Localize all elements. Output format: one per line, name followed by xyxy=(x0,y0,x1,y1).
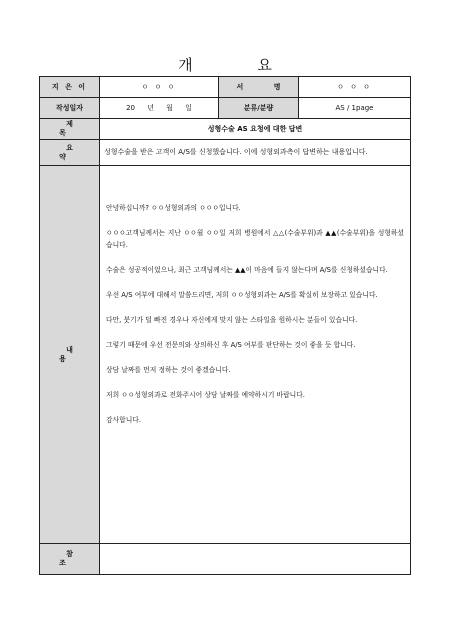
content-paragraph: 안녕하십니까? ㅇㅇ성형외과의 ㅇㅇㅇ입니다. xyxy=(106,204,241,212)
content-row xyxy=(40,166,411,544)
date-row xyxy=(40,98,411,119)
category-label: 분류/분량 xyxy=(219,98,299,119)
date-value: 20 년 월 일 xyxy=(100,98,219,119)
summary-value: 성형수술을 받은 고객이 A/S를 신청했습니다. 이에 성형외과측이 답변하는 내용입니다. xyxy=(100,140,411,166)
reference-row xyxy=(40,544,411,575)
content-paragraph: 수술은 성공적이었으나, 최근 고객님께서는 ▲▲이 마음에 들지 않는다며 A/S를 신청하셨습니다. xyxy=(106,266,388,274)
signature-value: ㅇ ㅇ ㅇ xyxy=(299,77,411,98)
date-label: 작성일자 xyxy=(40,98,100,119)
reference-label: 참 조 xyxy=(40,544,100,575)
subject-label: 제 목 xyxy=(40,119,100,140)
content-paragraph: 저희 ㅇㅇ성형외과로 전화주시어 상담 날짜를 예약하시기 바랍니다. xyxy=(106,391,305,399)
content-paragraph: 다만, 붓기가 덜 빠진 경우나 자신에게 맞지 않는 스타일을 원하시는 분들이 있습니다. xyxy=(106,316,358,324)
content-paragraph: ㅇㅇㅇ고객님께서는 지난 ㅇㅇ월 ㅇㅇ일 저희 병원에서 △△(수술부위)과 ▲▲(수술부위)을 성형하셨습니다. xyxy=(106,229,404,249)
content-paragraph: 우선 A/S 여부에 대해서 말씀드리면, 저희 ㅇㅇ성형외과는 A/S를 확실히 보장하고 있습니다. xyxy=(106,291,378,299)
writer-row xyxy=(40,77,411,98)
content-paragraph: 그렇기 때문에 우선 전문의와 상의하신 후 A/S 여부를 판단하는 것이 좋을 듯 합니다. xyxy=(106,341,356,349)
subject-value: 성형수술 AS 요청에 대한 답변 xyxy=(100,119,411,140)
reference-value xyxy=(100,544,411,575)
category-value: AS / 1page xyxy=(299,98,411,119)
content-body xyxy=(100,166,411,544)
writer-value: ㅇ ㅇ ㅇ xyxy=(100,77,219,98)
content-paragraph: 상담 날짜를 먼저 정하는 것이 좋겠습니다. xyxy=(106,366,231,374)
subject-row xyxy=(40,119,411,140)
summary-label: 요 약 xyxy=(40,140,100,166)
content-label: 내 용 xyxy=(40,166,100,544)
overview-form xyxy=(39,76,411,575)
document-title: 개 요 xyxy=(178,56,302,74)
summary-row xyxy=(40,140,411,166)
content-paragraph: 감사합니다. xyxy=(106,416,141,424)
writer-label: 지 은 이 xyxy=(40,77,100,98)
signature-label: 서 명 xyxy=(219,77,299,98)
